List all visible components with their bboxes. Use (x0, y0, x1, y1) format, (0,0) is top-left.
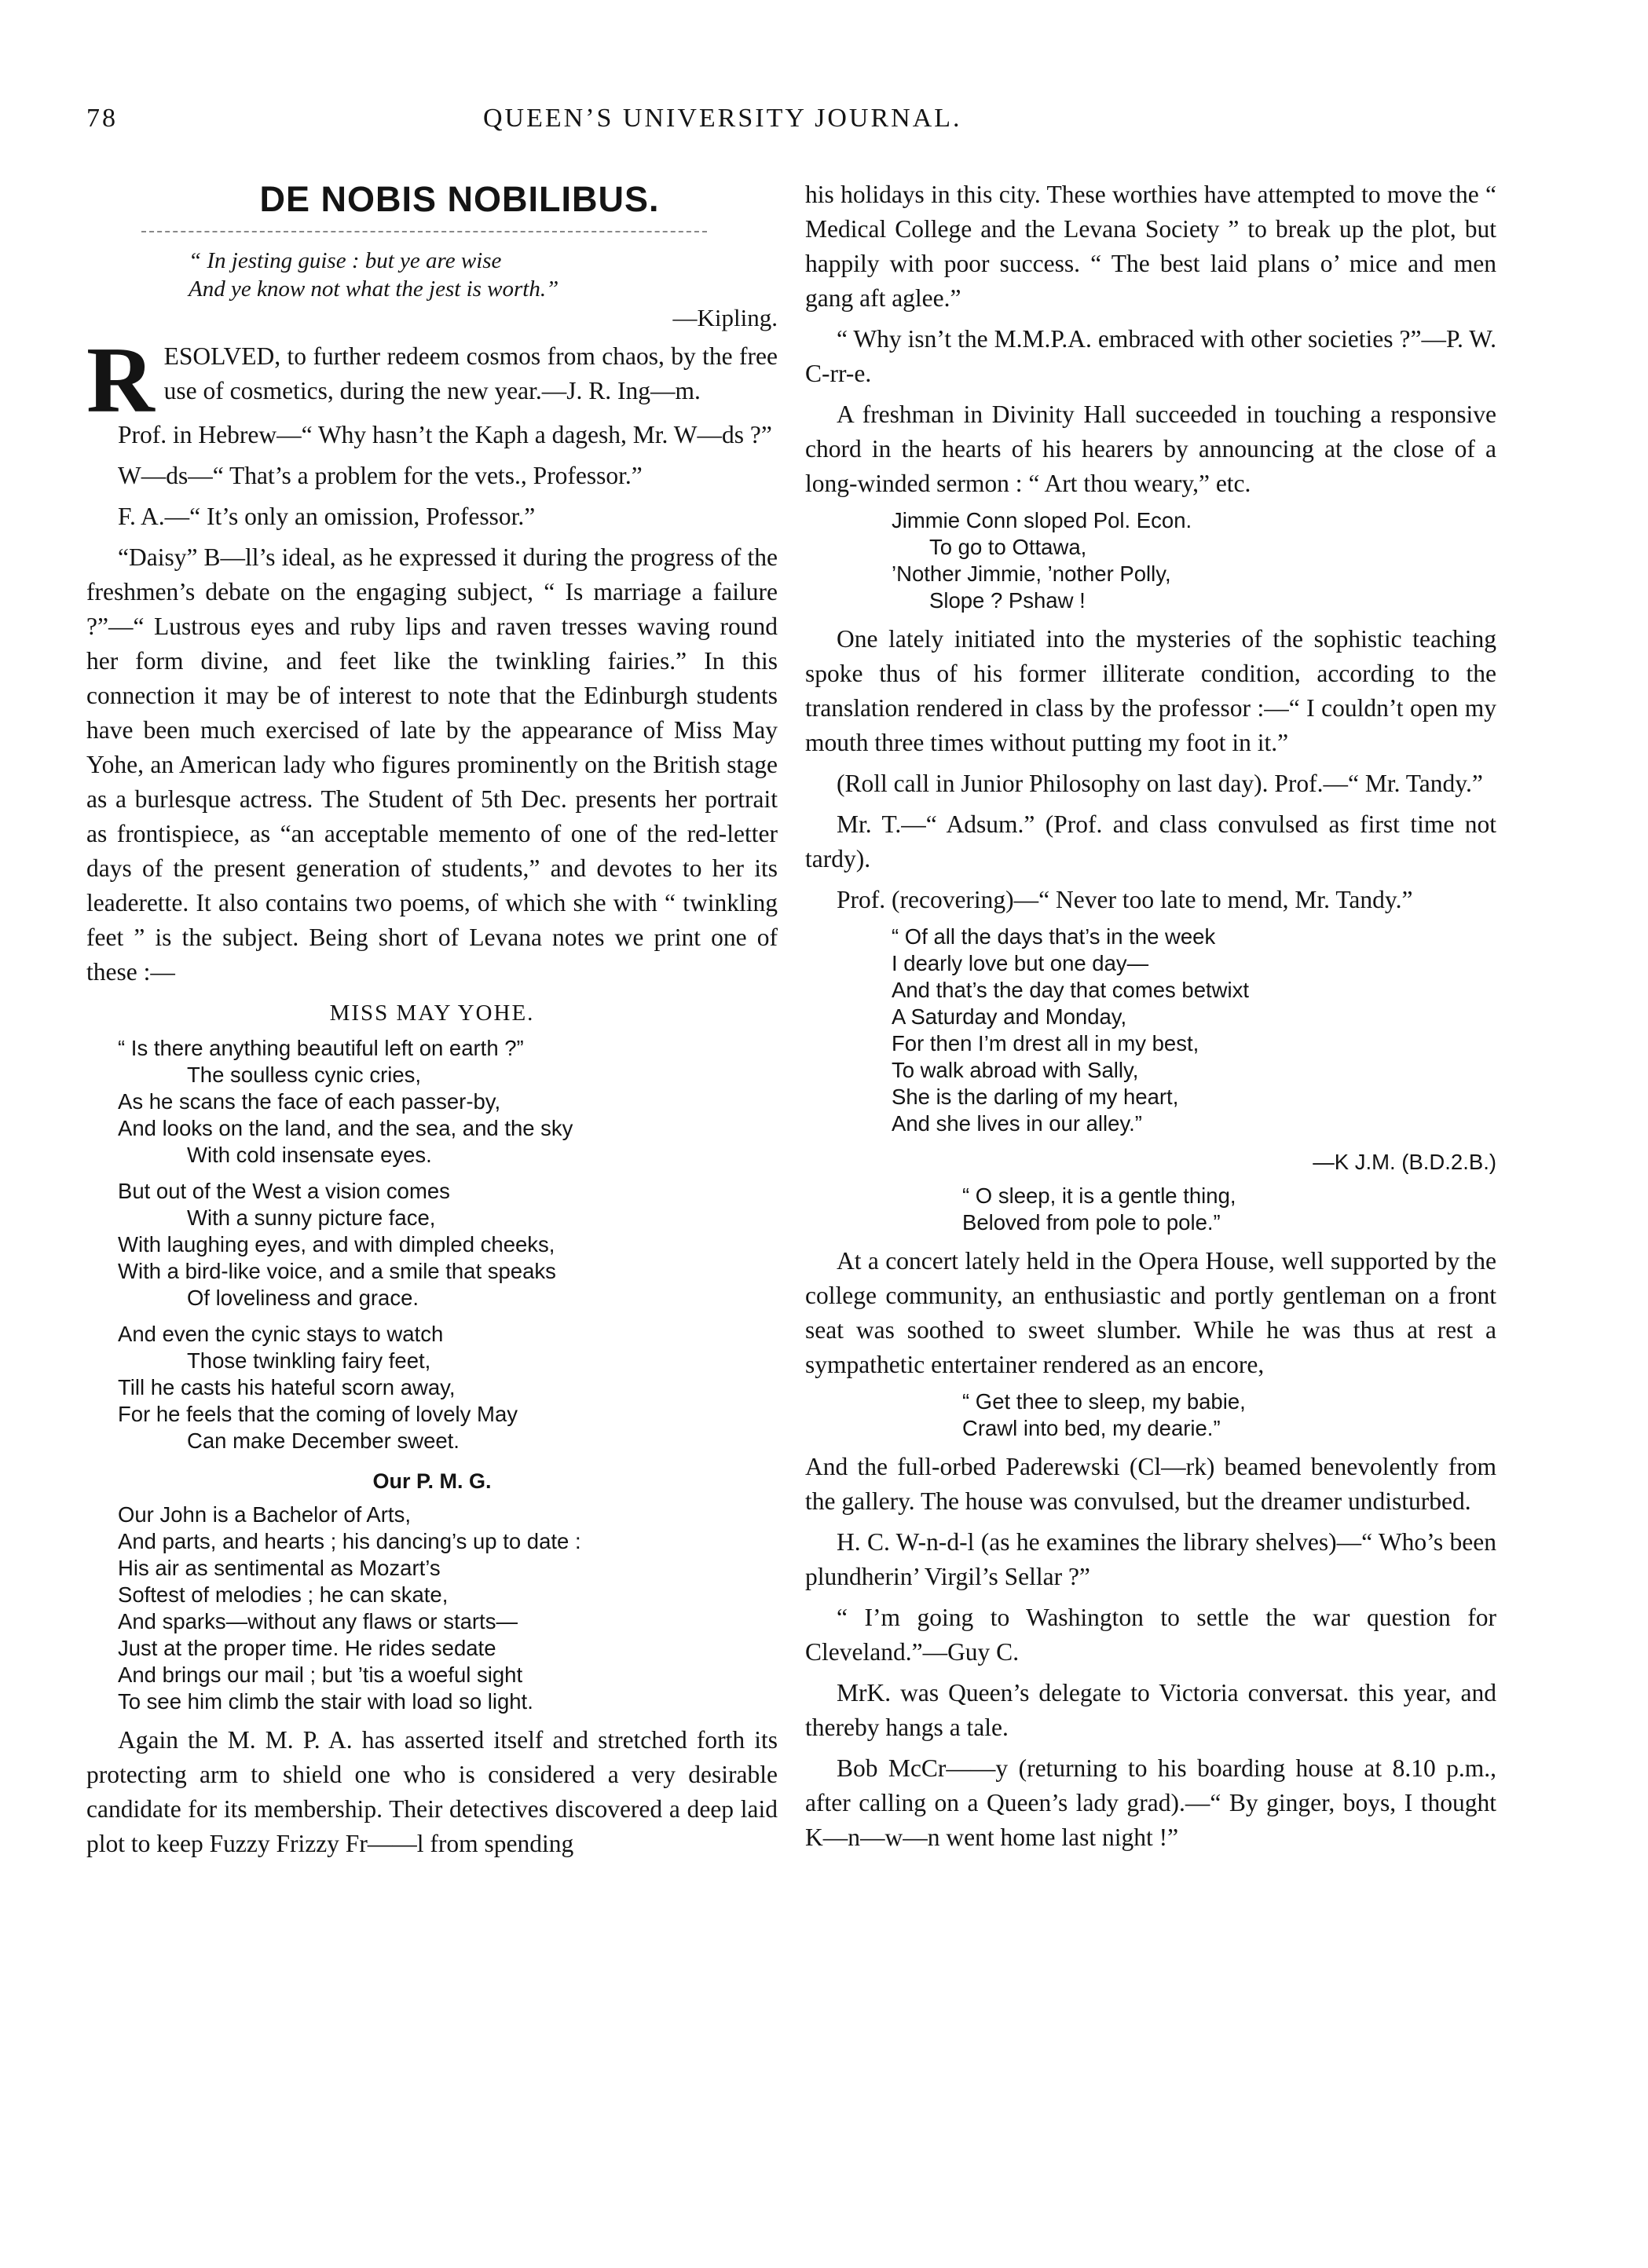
poem-line: “ Is there anything beautiful left on earth ?” (118, 1036, 524, 1060)
poem-line: And parts, and hearts ; his dancing’s up to date : (118, 1529, 581, 1553)
poem-line: To see him climb the stair with load so light. (118, 1689, 533, 1714)
poem-line: For he feels that the coming of lovely May (118, 1402, 518, 1426)
paragraph: Prof. (recovering)—“ Never too late to mend, Mr. Tandy.” (837, 886, 1413, 913)
poem-line: Beloved from pole to pole.” (962, 1210, 1221, 1235)
epigraph-line: “ In jesting guise : but ye are wise (189, 248, 502, 273)
verse-babie (962, 1388, 1496, 1442)
paragraph: Prof. in Hebrew—“ Why hasn’t the Kaph a dagesh, Mr. W—ds ?” (118, 421, 772, 448)
verse-sally (892, 924, 1496, 1137)
paragraph: “ I’m going to Washington to settle the war question for Cleveland.”—Guy C. (805, 1604, 1496, 1666)
poem-stanza (118, 1035, 778, 1169)
section-title: DE NOBIS NOBILIBUS. (259, 179, 660, 219)
paragraph: “ Why isn’t the M.M.P.A. embraced with other societies ?”—P. W. C-rr-e. (805, 325, 1496, 387)
paragraph: A freshman in Divinity Hall succeeded in touching a responsive chord in the hearts of his hearers by announcing at the close of a long-winded sermon : “ Art thou weary,” etc. (805, 401, 1496, 497)
poem-line: And she lives in our alley.” (892, 1111, 1142, 1136)
poem-title: MISS MAY YOHE. (329, 1000, 535, 1026)
poem-our-pmg (118, 1502, 778, 1715)
paragraph: MrK. was Queen’s delegate to Victoria conversat. this year, and thereby hangs a tale. (805, 1679, 1496, 1741)
poem-stanza (118, 1321, 778, 1454)
paragraph: “Daisy” B—ll’s ideal, as he expressed it during the progress of the freshmen’s debate on the engaging subject, “ Is marriage a failure ?”—“ Lustrous eyes and ruby lips and raven tresses waving round her form divine, and feet like the twinkling fairies.” In this connection it may be of interest to note that the Edinburgh students have been much exercised of late by the appearance of Miss May Yohe, an American lady who figures prominently on the British stage as a burlesque actress. The Student of 5th Dec. presents her portrait as frontispiece, as “an acceptable memento of one of the red-letter days of the present generation of students,” and devotes to her its leaderette. It also contains two poems, of which she with “ twinkling feet ” is the subject. Being short of Levana notes we print one of these :— (86, 543, 778, 986)
poem-line: Slope ? Pshaw ! (929, 588, 1086, 613)
poem-line: Jimmie Conn sloped Pol. Econ. (892, 508, 1192, 532)
opening-paragraph (86, 339, 778, 418)
paragraph: H. C. W-n-d-l (as he examines the library shelves)—“ Who’s been plundherin’ Virgil’s Sellar ?” (805, 1528, 1496, 1590)
poem-stanza (118, 1178, 778, 1311)
poem-line: To walk abroad with Sally, (892, 1058, 1139, 1082)
journal-title: QUEEN’S UNIVERSITY JOURNAL. (483, 104, 962, 133)
poem-line: The soulless cynic cries, (187, 1063, 422, 1087)
page-number: 78 (86, 104, 118, 133)
poem-line: But out of the West a vision comes (118, 1179, 450, 1203)
poem-line: Of loveliness and grace. (187, 1286, 419, 1310)
epigraph-line: And ye know not what the jest is worth.” (189, 276, 559, 302)
poem-line: His air as sentimental as Mozart’s (118, 1556, 441, 1580)
verse-attribution: —K J.M. (B.D.2.B.) (1313, 1150, 1496, 1174)
paragraph: his holidays in this city. These worthies have attempted to move the “ Medical College and the Levana Society ” to break up the plot, but happily with poor success. “ The best laid plans o’ mice and men gang aft aglee.” (805, 181, 1496, 312)
page-header (86, 101, 1524, 148)
poem-line: ’Nother Jimmie, ’nother Polly, (892, 562, 1171, 586)
poem-line: Our John is a Bachelor of Arts, (118, 1502, 411, 1527)
paragraph: W—ds—“ That’s a problem for the vets., Professor.” (118, 462, 643, 489)
paragraph: And the full-orbed Paderewski (Cl—rk) beamed benevolently from the gallery. The house was convulsed, but the dreamer undisturbed. (805, 1453, 1496, 1515)
verse-sleep (962, 1183, 1496, 1236)
poem-line: Till he casts his hateful scorn away, (118, 1375, 456, 1399)
paragraph: F. A.—“ It’s only an omission, Professor.” (118, 503, 536, 530)
title-rule (141, 231, 707, 232)
poem-line: With cold insensate eyes. (187, 1143, 432, 1167)
poem-line: With laughing eyes, and with dimpled cheeks, (118, 1232, 555, 1257)
paragraph: One lately initiated into the mysteries of the sophistic teaching spoke thus of his former illiterate condition, according to the translation rendered in class by the professor :—“ I couldn’t open my mouth three times without putting my foot in it.” (805, 625, 1496, 756)
paragraph: Again the M. M. P. A. has asserted itself and stretched forth its protecting arm to shield one who is considered a very desirable candidate for its membership. Their detectives discovered a deep laid plot to keep Fuzzy Frizzy Fr——l from spending (86, 1726, 778, 1857)
poem-line: And looks on the land, and the sea, and the sky (118, 1116, 573, 1140)
poem-line: She is the darling of my heart, (892, 1085, 1179, 1109)
poem-line: Crawl into bed, my dearie.” (962, 1416, 1221, 1440)
paragraph: (Roll call in Junior Philosophy on last day). Prof.—“ Mr. Tandy.” (837, 770, 1483, 797)
epigraph (189, 247, 778, 303)
poem-line: For then I’m drest all in my best, (892, 1031, 1199, 1055)
poem-title: Our P. M. G. (372, 1469, 492, 1493)
poem-line: A Saturday and Monday, (892, 1004, 1127, 1029)
poem-line: And sparks—without any flaws or starts— (118, 1609, 518, 1633)
poem-line: Those twinkling fairy feet, (187, 1348, 431, 1373)
paragraph: ESOLVED, to further redeem cosmos from chaos, by the free use of cosmetics, during the new year.—J. R. Ing—m. (163, 342, 778, 404)
paragraph: At a concert lately held in the Opera House, well supported by the college community, an enthusiastic and portly gentleman on a front seat was soothed to sweet slumber. While he was thus at rest a sympathetic entertainer rendered as an encore, (805, 1247, 1496, 1378)
verse-jimmie-conn (892, 507, 1496, 614)
poem-line: To go to Ottawa, (929, 535, 1087, 559)
poem-line: Softest of melodies ; he can skate, (118, 1582, 449, 1607)
poem-line: With a bird-like voice, and a smile that speaks (118, 1259, 556, 1283)
poem-line: Just at the proper time. He rides sedate (118, 1636, 496, 1660)
poem-line: As he scans the face of each passer-by, (118, 1089, 501, 1114)
paragraph: Bob McCr——y (returning to his boarding house at 8.10 p.m., after calling on a Queen’s lady grad).—“ By ginger, boys, I thought K—n—w—n went home last night !” (805, 1754, 1496, 1851)
drop-cap: R (86, 339, 155, 418)
poem-line: “ Of all the days that’s in the week (892, 924, 1216, 949)
epigraph-attribution: —Kipling. (672, 304, 778, 331)
right-column (805, 177, 1496, 1861)
left-column (86, 177, 778, 1867)
poem-line: I dearly love but one day— (892, 951, 1149, 975)
poem-line: “ Get thee to sleep, my babie, (962, 1389, 1246, 1414)
poem-line: Can make December sweet. (187, 1428, 460, 1453)
poem-line: “ O sleep, it is a gentle thing, (962, 1183, 1236, 1208)
poem-miss-may-yohe (86, 1035, 778, 1454)
poem-line: And even the cynic stays to watch (118, 1322, 444, 1346)
poem-line: And brings our mail ; but ’tis a woeful sight (118, 1663, 523, 1687)
poem-line: And that’s the day that comes betwixt (892, 978, 1250, 1002)
poem-line: With a sunny picture face, (187, 1205, 436, 1230)
paragraph: Mr. T.—“ Adsum.” (Prof. and class convulsed as first time not tardy). (805, 810, 1496, 872)
